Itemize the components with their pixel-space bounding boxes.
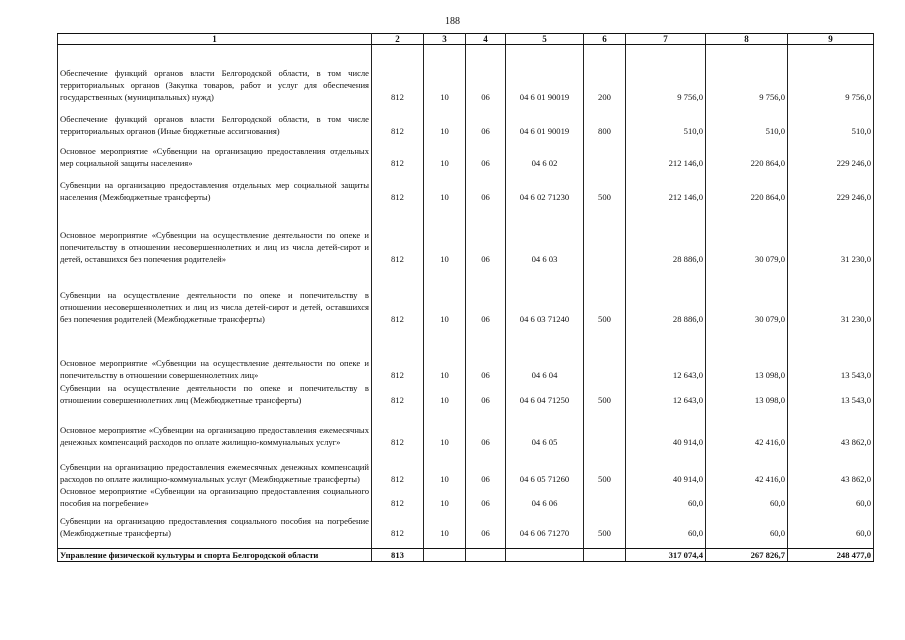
amount-col-7: 212 146,0 [626,137,706,169]
ministry-code: 812 [372,137,424,169]
ministry-code: 812 [372,45,424,103]
section-code: 10 [424,103,466,137]
amount-col-9: 31 230,0 [788,203,874,265]
expense-type-code: 500 [584,509,626,539]
target-article-code: 04 6 03 [506,203,584,265]
ministry-code: 812 [372,169,424,203]
table-row [58,325,874,381]
column-header: 4 [466,34,506,45]
column-header: 2 [372,34,424,45]
row-name: Основное мероприятие «Субвенции на организацию предоставления ежемесячных денежных компенсаций расходов по оплате жилищно-коммунальных услуг» [58,406,372,448]
row-name: Обеспечение функций органов власти Белгородской области, в том числе территориальных органов (Закупка товаров, работ и услуг для обеспечения государственных (муниципальных) нужд) [58,45,372,103]
row-name: Субвенции на осуществление деятельности по опеке и попечительству в отношении совершеннолетних лиц (Межбюджетные трансферты) [58,381,372,406]
amount-col-8: 510,0 [706,103,788,137]
target-article-code: 04 6 06 71270 [506,509,584,539]
expense-type-code [584,485,626,509]
subsection-code: 06 [466,265,506,325]
expense-type-code [584,203,626,265]
amount-col-7: 60,0 [626,509,706,539]
row-name: Основное мероприятие «Субвенции на организацию предоставления социального пособия на погребение» [58,485,372,509]
amount-col-7: 212 146,0 [626,169,706,203]
subsection-code: 06 [466,203,506,265]
amount-col-8: 13 098,0 [706,325,788,381]
subsection-code: 06 [466,485,506,509]
table-row [58,485,874,509]
row-name: Субвенции на организацию предоставления отдельных мер социальной защиты населения (Межбюджетные трансферты) [58,169,372,203]
amount-col-8: 60,0 [706,509,788,539]
expense-type-code: 200 [584,45,626,103]
table-row [58,203,874,265]
table-row [58,448,874,485]
amount-col-9: 60,0 [788,485,874,509]
subsection-code: 06 [466,45,506,103]
target-article-code: 04 6 02 71230 [506,169,584,203]
header-row [58,34,874,45]
section-code: 10 [424,406,466,448]
subsection-code: 06 [466,381,506,406]
expense-type-code: 800 [584,103,626,137]
amount-col-9: 43 862,0 [788,406,874,448]
column-header: 7 [626,34,706,45]
subsection-code: 06 [466,406,506,448]
total-value-7: 317 074,4 [626,549,706,562]
ministry-code: 812 [372,203,424,265]
ministry-code: 812 [372,265,424,325]
amount-col-8: 42 416,0 [706,448,788,485]
amount-col-8: 13 098,0 [706,381,788,406]
page-number: 188 [445,16,460,27]
amount-col-7: 28 886,0 [626,203,706,265]
amount-col-8: 42 416,0 [706,406,788,448]
expense-type-code [584,137,626,169]
ministry-code: 812 [372,325,424,381]
target-article-code: 04 6 01 90019 [506,103,584,137]
amount-col-9: 60,0 [788,509,874,539]
amount-col-9: 229 246,0 [788,137,874,169]
row-name: Субвенции на организацию предоставления ежемесячных денежных компенсаций расходов по оплате жилищно-коммунальных услуг (Межбюджетные трансферты) [58,448,372,485]
ministry-code: 812 [372,381,424,406]
column-header: 1 [58,34,372,45]
subsection-code: 06 [466,169,506,203]
target-article-code: 04 6 06 [506,485,584,509]
row-name: Субвенции на осуществление деятельности по опеке и попечительству в отношении несовершеннолетних и лиц из числа детей-сирот и детей, оставшихся без попечения родителей (Межбюджетные трансферты) [58,265,372,325]
section-code: 10 [424,485,466,509]
subsection-code: 06 [466,103,506,137]
subsection-code: 06 [466,509,506,539]
amount-col-8: 30 079,0 [706,203,788,265]
amount-col-9: 13 543,0 [788,381,874,406]
expense-type-code: 500 [584,448,626,485]
total-name: Управление физической культуры и спорта Белгородской области [58,549,372,562]
target-article-code: 04 6 05 71260 [506,448,584,485]
amount-col-7: 40 914,0 [626,406,706,448]
amount-col-7: 9 756,0 [626,45,706,103]
table-row [58,381,874,406]
amount-col-7: 12 643,0 [626,325,706,381]
target-article-code: 04 6 01 90019 [506,45,584,103]
section-code: 10 [424,45,466,103]
amount-col-9: 510,0 [788,103,874,137]
subsection-code: 06 [466,325,506,381]
row-name: Обеспечение функций органов власти Белгородской области, в том числе территориальных органов (Иные бюджетные ассигнования) [58,103,372,137]
ministry-code: 812 [372,406,424,448]
section-code: 10 [424,381,466,406]
amount-col-8: 60,0 [706,485,788,509]
amount-col-8: 30 079,0 [706,265,788,325]
expense-type-code [584,406,626,448]
amount-col-7: 12 643,0 [626,381,706,406]
expense-type-code [584,325,626,381]
amount-col-9: 13 543,0 [788,325,874,381]
expense-type-code: 500 [584,169,626,203]
subsection-code: 06 [466,448,506,485]
ministry-code: 812 [372,103,424,137]
row-name: Субвенции на организацию предоставления социального пособия на погребение (Межбюджетные трансферты) [58,509,372,539]
budget-table [57,33,874,562]
section-code: 10 [424,137,466,169]
column-header: 6 [584,34,626,45]
amount-col-7: 28 886,0 [626,265,706,325]
table-row [58,103,874,137]
section-code: 10 [424,509,466,539]
column-header: 8 [706,34,788,45]
target-article-code: 04 6 03 71240 [506,265,584,325]
amount-col-9: 229 246,0 [788,169,874,203]
column-header: 5 [506,34,584,45]
amount-col-9: 9 756,0 [788,45,874,103]
amount-col-7: 510,0 [626,103,706,137]
section-code: 10 [424,325,466,381]
target-article-code: 04 6 04 71250 [506,381,584,406]
ministry-code: 812 [372,448,424,485]
ministry-code: 812 [372,485,424,509]
column-header: 9 [788,34,874,45]
table-row [58,137,874,169]
row-name: Основное мероприятие «Субвенции на организацию предоставления отдельных мер социальной защиты населения» [58,137,372,169]
section-code: 10 [424,448,466,485]
amount-col-7: 60,0 [626,485,706,509]
ministry-code: 812 [372,509,424,539]
expense-type-code: 500 [584,381,626,406]
expense-type-code: 500 [584,265,626,325]
table-row [58,509,874,539]
table-row [58,45,874,103]
row-name: Основное мероприятие «Субвенции на осуществление деятельности по опеке и попечительству в отношении несовершеннолетних и лиц из числа детей-сирот и детей, оставшихся без попечения родителей» [58,203,372,265]
target-article-code: 04 6 02 [506,137,584,169]
section-code: 10 [424,169,466,203]
table-row [58,169,874,203]
total-ministry-code: 813 [372,549,424,562]
section-code: 10 [424,203,466,265]
row-name: Основное мероприятие «Субвенции на осуществление деятельности по опеке и попечительству в отношении совершеннолетних лиц» [58,325,372,381]
amount-col-7: 40 914,0 [626,448,706,485]
amount-col-8: 220 864,0 [706,169,788,203]
table-row [58,265,874,325]
amount-col-8: 220 864,0 [706,137,788,169]
total-row [58,549,874,562]
section-code: 10 [424,265,466,325]
target-article-code: 04 6 04 [506,325,584,381]
target-article-code: 04 6 05 [506,406,584,448]
table-row [58,406,874,448]
amount-col-9: 43 862,0 [788,448,874,485]
column-header: 3 [424,34,466,45]
blank-row [58,539,874,549]
amount-col-9: 31 230,0 [788,265,874,325]
subsection-code: 06 [466,137,506,169]
total-value-9: 248 477,0 [788,549,874,562]
total-value-8: 267 826,7 [706,549,788,562]
amount-col-8: 9 756,0 [706,45,788,103]
